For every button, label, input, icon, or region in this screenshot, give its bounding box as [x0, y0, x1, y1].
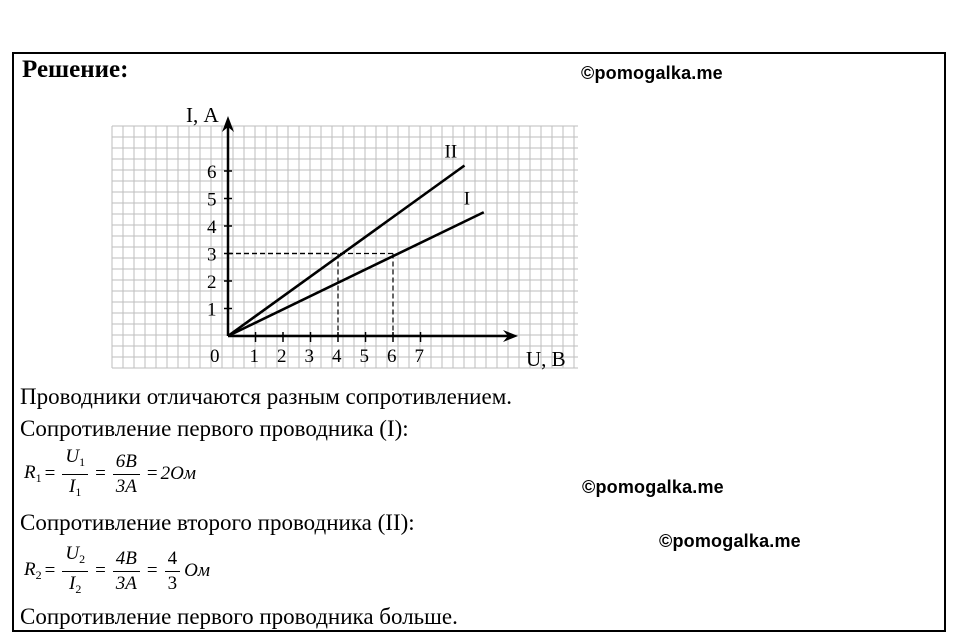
x-tick-label: 2 — [277, 346, 287, 367]
formula-r1 — [24, 446, 196, 502]
formula-lhs: $R_1$ — [24, 462, 42, 485]
formula-lhs: $R_2$ — [24, 559, 42, 582]
x-tick-label: 3 — [304, 346, 314, 367]
formula-eq: = — [44, 560, 56, 581]
text-line: Сопротивление второго проводника (II): — [20, 510, 415, 535]
x-tick-label: 6 — [387, 346, 397, 367]
y-tick-label: 1 — [207, 299, 217, 321]
formula-eq: = — [95, 463, 106, 484]
formula-eq: = — [95, 560, 106, 581]
formula-eq: = — [44, 463, 56, 484]
text-line: Сопротивление первого проводника больше. — [20, 604, 458, 629]
x-tick-label: 7 — [414, 346, 424, 367]
fraction-result: $\frac{4}{3}$ — [165, 548, 181, 595]
y-tick-label: 5 — [207, 189, 217, 211]
series-label: I — [463, 188, 471, 210]
watermark: ©pomogalka.me — [582, 477, 724, 497]
chart-grid — [112, 126, 578, 368]
origin-label: 0 — [210, 346, 220, 367]
series-label: II — [444, 141, 458, 163]
y-tick-label: 4 — [207, 217, 217, 238]
formula-unit: Ом — [184, 560, 210, 581]
y-tick-label: 3 — [207, 244, 217, 266]
formula-result: 2Ом — [160, 463, 196, 484]
x-tick-label: 1 — [249, 346, 259, 367]
fraction-values: $\frac{6B}{3A}$ — [113, 451, 140, 498]
watermark: ©pomogalka.me — [659, 531, 801, 551]
x-axis-label: U, В — [526, 347, 566, 371]
y-tick-label: 2 — [207, 272, 217, 293]
x-tick-label: 4 — [332, 346, 342, 367]
fraction-values: $\frac{4B}{3A}$ — [113, 548, 140, 595]
text-line: Проводники отличаются разным сопротивлением. — [20, 384, 512, 409]
fraction-u-over-i: $\frac{U_1}{I_1}$ — [62, 446, 88, 503]
formula-eq: = — [146, 463, 158, 484]
solution-title: Решение: — [22, 56, 129, 83]
formula-eq: = — [146, 560, 158, 581]
series-line-II — [228, 166, 465, 337]
x-tick-label: 5 — [359, 346, 369, 367]
y-axis-label: I, А — [186, 103, 219, 127]
formula-r2 — [24, 542, 210, 600]
text-line: Сопротивление первого проводника (I): — [20, 416, 409, 441]
fraction-u-over-i: $\frac{U_2}{I_2}$ — [62, 543, 88, 600]
watermark: ©pomogalka.me — [581, 63, 723, 83]
y-tick-label: 6 — [207, 162, 217, 183]
